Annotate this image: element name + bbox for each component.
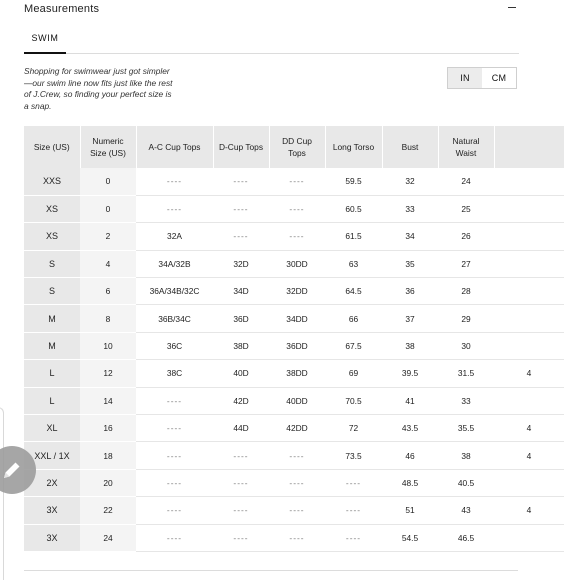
divider — [24, 570, 518, 571]
table-cell: 61.5 — [325, 223, 382, 250]
unit-centimeters-button[interactable]: CM — [491, 73, 507, 83]
table-cell: 33 — [382, 195, 438, 222]
size-cell: XL — [24, 415, 80, 442]
tab-swim[interactable]: SWIM — [24, 27, 66, 54]
table-cell: 31.5 — [438, 360, 494, 387]
column-header: Long Torso — [325, 126, 382, 168]
table-cell: ---- — [136, 415, 213, 442]
table-cell: ---- — [269, 469, 325, 496]
table-cell — [494, 387, 564, 414]
table-cell: 32A — [136, 223, 213, 250]
table-cell: ---- — [213, 497, 269, 524]
table-cell: 0 — [80, 195, 136, 222]
table-row — [24, 195, 564, 222]
table-cell: 70.5 — [325, 387, 382, 414]
table-cell: 38DD — [269, 360, 325, 387]
table-cell: ---- — [269, 442, 325, 469]
table-header-row — [24, 126, 564, 168]
table-cell: ---- — [269, 524, 325, 551]
size-cell: M — [24, 305, 80, 332]
table-cell: 4 — [494, 360, 564, 387]
unit-toggle — [447, 67, 517, 89]
table-cell: ---- — [269, 168, 325, 195]
table-cell: 28 — [438, 278, 494, 305]
table-row — [24, 360, 564, 387]
table-cell: 41 — [382, 387, 438, 414]
table-cell: 36DD — [269, 332, 325, 359]
table-cell — [494, 168, 564, 195]
table-cell — [494, 223, 564, 250]
table-cell: 66 — [325, 305, 382, 332]
table-cell: 38 — [382, 332, 438, 359]
column-header: Bust — [382, 126, 438, 168]
table-cell: 38D — [213, 332, 269, 359]
size-cell: XS — [24, 195, 80, 222]
size-cell: 2X — [24, 469, 80, 496]
side-panel-edge — [0, 407, 4, 580]
size-cell: L — [24, 387, 80, 414]
table-cell: 12 — [80, 360, 136, 387]
table-cell: 43.5 — [382, 415, 438, 442]
table-cell: ---- — [213, 195, 269, 222]
table-cell: 33 — [438, 387, 494, 414]
table-cell: 4 — [494, 415, 564, 442]
table-row — [24, 168, 564, 195]
table-row — [24, 250, 564, 277]
size-cell: XXL / 1X — [24, 442, 80, 469]
table-cell: 39.5 — [382, 360, 438, 387]
pencil-icon — [0, 458, 24, 482]
table-cell — [494, 278, 564, 305]
table-row — [24, 442, 564, 469]
size-cell: XS — [24, 223, 80, 250]
size-cell: XXS — [24, 168, 80, 195]
table-cell: 59.5 — [325, 168, 382, 195]
table-cell: 36D — [213, 305, 269, 332]
table-cell: ---- — [213, 442, 269, 469]
table-cell: ---- — [136, 195, 213, 222]
table-cell: ---- — [269, 497, 325, 524]
table-cell — [494, 332, 564, 359]
table-cell: 34DD — [269, 305, 325, 332]
table-cell: 10 — [80, 332, 136, 359]
table-cell: 2 — [80, 223, 136, 250]
table-cell: ---- — [136, 168, 213, 195]
table-cell — [494, 250, 564, 277]
column-header: Natural Waist — [438, 126, 494, 168]
table-cell: 32 — [382, 168, 438, 195]
size-cell: M — [24, 332, 80, 359]
table-cell: ---- — [213, 223, 269, 250]
table-cell: ---- — [136, 469, 213, 496]
table-cell — [494, 469, 564, 496]
table-cell: 26 — [438, 223, 494, 250]
table-cell: 18 — [80, 442, 136, 469]
table-cell — [494, 524, 564, 551]
table-cell: ---- — [269, 195, 325, 222]
table-cell: 20 — [80, 469, 136, 496]
table-cell: 51 — [382, 497, 438, 524]
table-cell: ---- — [136, 497, 213, 524]
table-cell: 36C — [136, 332, 213, 359]
column-header: D-Cup Tops — [213, 126, 269, 168]
column-header: Size (US) — [24, 126, 80, 168]
table-cell: ---- — [213, 524, 269, 551]
table-cell: ---- — [325, 469, 382, 496]
table-cell: 36B/34C — [136, 305, 213, 332]
column-header: A-C Cup Tops — [136, 126, 213, 168]
table-cell: 72 — [325, 415, 382, 442]
table-cell: 30DD — [269, 250, 325, 277]
table-cell: 40.5 — [438, 469, 494, 496]
table-cell: 36 — [382, 278, 438, 305]
column-header: DD Cup Tops — [269, 126, 325, 168]
table-cell: ---- — [325, 497, 382, 524]
table-cell — [494, 195, 564, 222]
size-cell: 3X — [24, 497, 80, 524]
table-cell: ---- — [213, 469, 269, 496]
table-cell: 32DD — [269, 278, 325, 305]
table-cell: 16 — [80, 415, 136, 442]
table-cell: ---- — [213, 168, 269, 195]
table-cell: 73.5 — [325, 442, 382, 469]
table-row — [24, 524, 564, 551]
table-cell: 42DD — [269, 415, 325, 442]
table-cell: 35 — [382, 250, 438, 277]
size-chart-table-container[interactable] — [24, 126, 532, 554]
table-cell: 44D — [213, 415, 269, 442]
table-cell: 4 — [494, 497, 564, 524]
table-cell: ---- — [136, 387, 213, 414]
table-row — [24, 497, 564, 524]
table-row — [24, 305, 564, 332]
table-row — [24, 332, 564, 359]
table-cell: 32D — [213, 250, 269, 277]
table-cell: 64.5 — [325, 278, 382, 305]
table-cell: 38C — [136, 360, 213, 387]
table-cell: 60.5 — [325, 195, 382, 222]
table-cell: 0 — [80, 168, 136, 195]
table-cell: 8 — [80, 305, 136, 332]
table-cell: 29 — [438, 305, 494, 332]
column-header — [494, 126, 564, 168]
table-cell: 40DD — [269, 387, 325, 414]
table-cell: 34D — [213, 278, 269, 305]
table-cell: ---- — [136, 442, 213, 469]
table-cell: 36A/34B/32C — [136, 278, 213, 305]
table-cell: 22 — [80, 497, 136, 524]
table-cell: ---- — [325, 524, 382, 551]
size-cell: L — [24, 360, 80, 387]
table-cell: 69 — [325, 360, 382, 387]
table-cell: 67.5 — [325, 332, 382, 359]
table-cell: 38 — [438, 442, 494, 469]
table-cell: 46.5 — [438, 524, 494, 551]
table-cell: 27 — [438, 250, 494, 277]
size-chart-table — [24, 126, 565, 552]
table-row — [24, 387, 564, 414]
table-row — [24, 415, 564, 442]
unit-inches-button[interactable]: IN — [448, 68, 482, 88]
table-cell: 6 — [80, 278, 136, 305]
measurements-header[interactable] — [24, 0, 519, 20]
table-cell — [494, 305, 564, 332]
table-cell: 30 — [438, 332, 494, 359]
table-cell: 14 — [80, 387, 136, 414]
column-header: Numeric Size (US) — [80, 126, 136, 168]
table-cell: 48.5 — [382, 469, 438, 496]
table-cell: 24 — [438, 168, 494, 195]
table-cell: 42D — [213, 387, 269, 414]
table-row — [24, 469, 564, 496]
table-cell: 24 — [80, 524, 136, 551]
size-cell: S — [24, 250, 80, 277]
intro-text: Shopping for swimwear just got simpler—our swim line now fits just like the rest of J.Crew, so finding your perfect size is a snap. — [24, 66, 173, 111]
table-cell: 4 — [494, 442, 564, 469]
table-cell: ---- — [269, 223, 325, 250]
table-cell: 25 — [438, 195, 494, 222]
table-cell: 34A/32B — [136, 250, 213, 277]
size-chart-tabs — [24, 27, 519, 54]
table-cell: 54.5 — [382, 524, 438, 551]
table-cell: 37 — [382, 305, 438, 332]
table-cell: 34 — [382, 223, 438, 250]
table-cell: 63 — [325, 250, 382, 277]
table-row — [24, 278, 564, 305]
size-cell: S — [24, 278, 80, 305]
table-cell: 40D — [213, 360, 269, 387]
minus-icon[interactable] — [508, 7, 516, 8]
table-cell: ---- — [136, 524, 213, 551]
size-cell: 3X — [24, 524, 80, 551]
table-cell: 35.5 — [438, 415, 494, 442]
section-title: Measurements — [24, 3, 100, 15]
table-cell: 4 — [80, 250, 136, 277]
table-cell: 46 — [382, 442, 438, 469]
table-row — [24, 223, 564, 250]
table-cell: 43 — [438, 497, 494, 524]
